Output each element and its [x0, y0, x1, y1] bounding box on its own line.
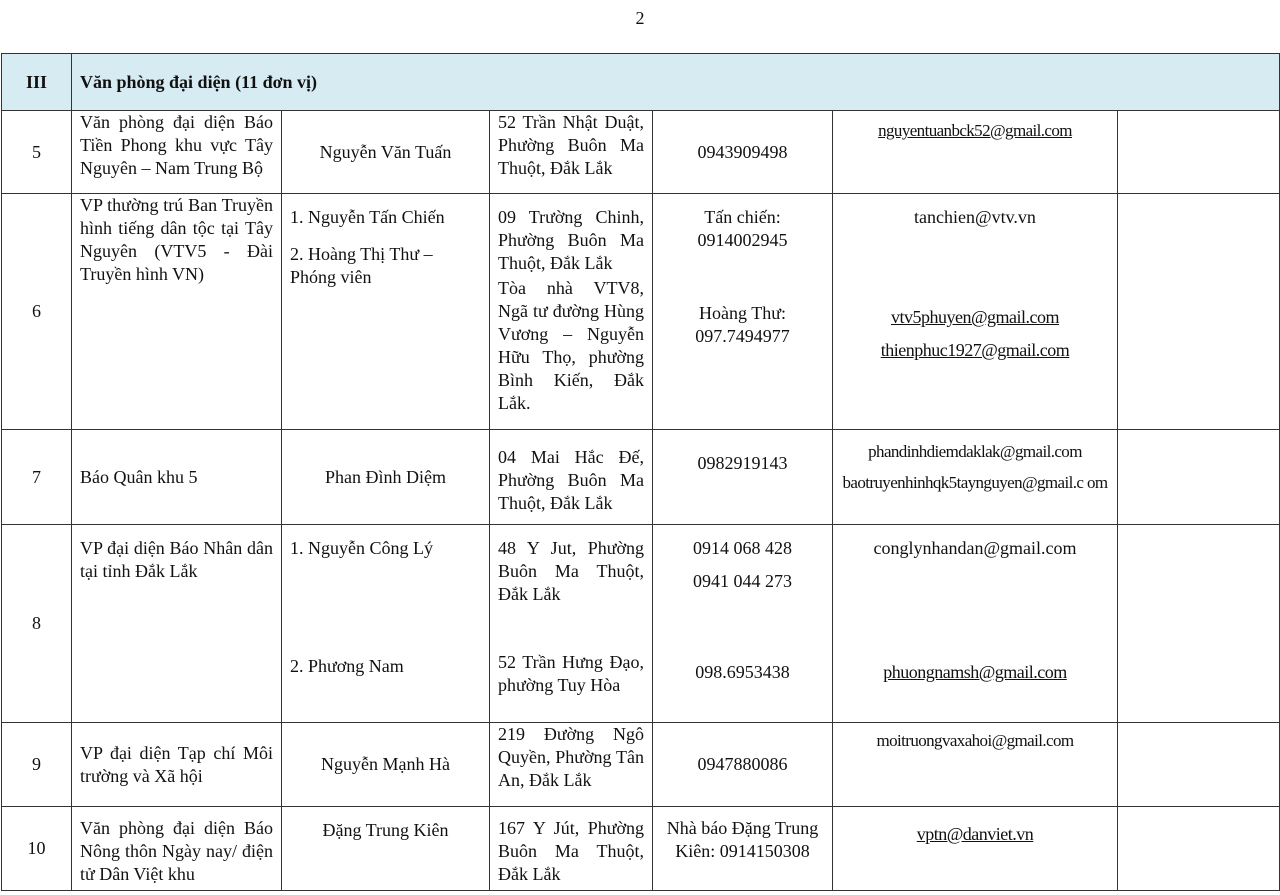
email-link[interactable]: thienphuc1927@gmail.com: [880, 340, 1070, 360]
phone: 0941 044 273: [693, 571, 792, 591]
address-cell: [490, 525, 653, 723]
contact-person: 2. Hoàng Thị Thư – Phóng viên: [290, 244, 433, 287]
empty-cell: [1118, 430, 1280, 525]
table-row: [2, 807, 1280, 891]
phone: 0982919143: [697, 453, 788, 473]
section-header-row: [2, 54, 1280, 111]
email-link[interactable]: vtv5phuyen@gmail.com: [890, 307, 1060, 327]
contact-person: Phan Đình Diệm: [282, 430, 490, 525]
phone-cell: [653, 525, 833, 723]
press-office-table: [1, 53, 1280, 891]
address: 52 Trần Nhật Duật, Phường Buôn Ma Thuột, Đắk Lắk: [490, 111, 653, 194]
address-cell: [490, 194, 653, 430]
phone: 098.6953438: [695, 662, 790, 682]
email-text: conglynhandan@gmail.com: [873, 538, 1077, 558]
phone-cell: [653, 194, 833, 430]
contact-person: 1. Nguyễn Công Lý: [290, 538, 433, 558]
organization-name: Văn phòng đại diện Báo Nông thôn Ngày nay/ điện tử Dân Việt khu: [80, 818, 273, 884]
organization-name: VP thường trú Ban Truyền hình tiếng dân tộc tại Tây Nguyên (VTV5 - Đài Truyền hình VN): [72, 194, 282, 430]
address: 219 Đường Ngô Quyền, Phường Tân An, Đắk Lắk: [490, 723, 653, 807]
contact-person: Nguyễn Mạnh Hà: [282, 723, 490, 807]
row-number: 9: [2, 723, 72, 807]
table-row: [2, 194, 1280, 430]
email-cell: [833, 111, 1118, 194]
phone: 0943909498: [653, 111, 833, 194]
phone: 0947880086: [653, 723, 833, 807]
email-cell: [833, 525, 1118, 723]
address-cell: [490, 807, 653, 891]
table-row: [2, 111, 1280, 194]
phone: Tấn chiến: 0914002945: [697, 207, 788, 250]
email-cell: [833, 723, 1118, 807]
table-row: [2, 525, 1280, 723]
email-link[interactable]: vptn@danviet.vn: [916, 824, 1034, 844]
contact-person: Nguyễn Văn Tuấn: [282, 111, 490, 194]
organization-name: VP đại diện Báo Nhân dân tại tỉnh Đắk Lắk: [80, 538, 273, 581]
address-cell: [490, 430, 653, 525]
contact-person-cell: [282, 525, 490, 723]
empty-cell: [1118, 525, 1280, 723]
table-row: [2, 723, 1280, 807]
phone: Hoàng Thư: 097.7494977: [695, 303, 790, 346]
email-cell: [833, 807, 1118, 891]
empty-cell: [1118, 111, 1280, 194]
contact-person-cell: [282, 807, 490, 891]
organization-name: Báo Quân khu 5: [72, 430, 282, 525]
empty-cell: [1118, 723, 1280, 807]
organization-name: VP đại diện Tạp chí Môi trường và Xã hội: [72, 723, 282, 807]
address: 167 Y Jút, Phường Buôn Ma Thuột, Đắk Lắk: [498, 818, 644, 884]
email-link[interactable]: nguyentuanbck52@gmail.com: [878, 121, 1072, 140]
email-cell: [833, 430, 1118, 525]
empty-cell: [1118, 807, 1280, 891]
address: 52 Trần Hưng Đạo, phường Tuy Hòa: [498, 652, 644, 695]
contact-person: 2. Phương Nam: [290, 656, 404, 676]
contact-person-cell: [282, 194, 490, 430]
empty-cell: [1118, 194, 1280, 430]
email-text: tanchien@vtv.vn: [914, 207, 1036, 227]
phone: Nhà báo Đặng Trung Kiên: 0914150308: [666, 818, 819, 861]
contact-person: 1. Nguyễn Tấn Chiến: [290, 207, 445, 227]
address: 48 Y Jut, Phường Buôn Ma Thuột, Đắk Lắk: [498, 538, 644, 604]
email-link[interactable]: phuongnamsh@gmail.com: [883, 662, 1067, 682]
address: 04 Mai Hắc Đế, Phường Buôn Ma Thuột, Đắk Lắk: [498, 447, 644, 513]
email-text: moitruongvaxahoi@gmail.com: [876, 731, 1074, 750]
email-text: phandinhdiemdaklak@gmail.com: [868, 442, 1082, 461]
phone-cell: [653, 430, 833, 525]
section-roman: III: [2, 54, 72, 111]
address: Tòa nhà VTV8, Ngã tư đường Hùng Vương – Nguyễn Hữu Thọ, phường Bình Kiến, Đắk Lắk.: [498, 278, 644, 413]
organization-cell: [72, 807, 282, 891]
address: 09 Trường Chinh, Phường Buôn Ma Thuột, Đắk Lắk: [498, 207, 644, 273]
phone-cell: [653, 807, 833, 891]
table-row: [2, 430, 1280, 525]
email-text: baotruyenhinhqk5taynguyen@gmail.c om: [842, 473, 1108, 492]
row-number: 10: [2, 807, 72, 891]
contact-person: Đặng Trung Kiên: [322, 820, 449, 840]
row-number: 7: [2, 430, 72, 525]
organization-cell: [72, 525, 282, 723]
email-cell: [833, 194, 1118, 430]
phone: 0914 068 428: [693, 538, 792, 558]
row-number: 5: [2, 111, 72, 194]
section-title: Văn phòng đại diện (11 đơn vị): [72, 54, 1280, 111]
organization-name: Văn phòng đại diện Báo Tiền Phong khu vực Tây Nguyên – Nam Trung Bộ: [72, 111, 282, 194]
page-number: 2: [635, 8, 645, 28]
row-number: 8: [2, 525, 72, 723]
row-number: 6: [2, 194, 72, 430]
